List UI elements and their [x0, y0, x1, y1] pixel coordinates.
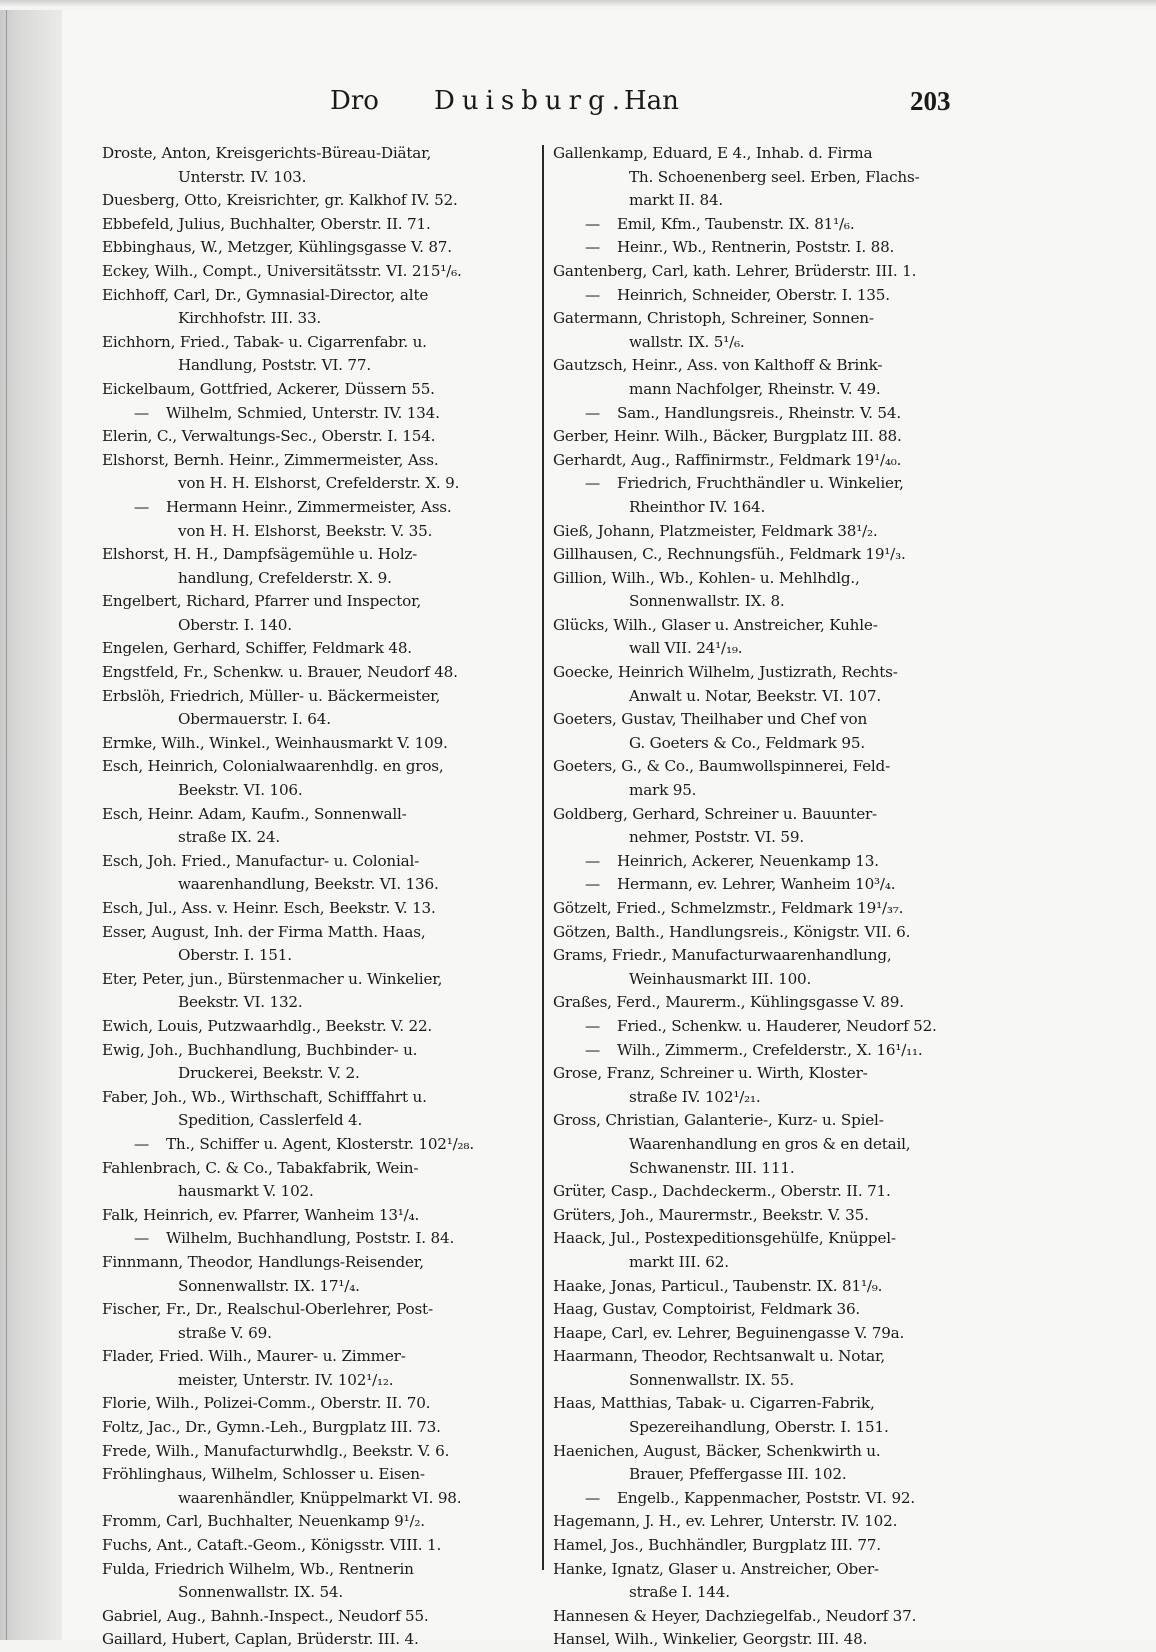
entry-line [553, 1015, 1005, 1039]
directory-entry [102, 921, 538, 968]
directory-sub-entry [553, 850, 1005, 874]
directory-entry [553, 1298, 1005, 1322]
entry-line [553, 472, 1005, 496]
directory-sub-entry [102, 496, 538, 543]
directory-entry [102, 1086, 538, 1133]
entry-line: Finnmann, Theodor, Handlungs-Reisender, [102, 1252, 424, 1271]
directory-entry [553, 1322, 1005, 1346]
entry-text: Hermann Heinr., Zimmermeister, Ass. [166, 497, 452, 516]
entry-line: Ermke, Wilh., Winkel., Weinhausmarkt V. 109. [102, 733, 448, 752]
entry-continuation-line: Sonnenwallstr. IX. 55. [629, 1370, 795, 1389]
entry-line: Eichhoff, Carl, Dr., Gymnasial-Director, alte [102, 285, 429, 304]
entry-continuation-line: Unterstr. IV. 103. [178, 167, 307, 186]
entry-line: Haack, Jul., Postexpeditionsgehülfe, Knüppel- [553, 1229, 896, 1248]
entry-line: Hagemann, J. H., ev. Lehrer, Unterstr. IV. 102. [553, 1512, 898, 1531]
directory-entry [553, 1605, 1005, 1629]
directory-sub-entry [102, 1133, 538, 1157]
directory-entry [102, 331, 538, 378]
directory-entry [102, 732, 538, 756]
directory-entry [553, 1180, 1005, 1204]
entry-line [102, 496, 538, 520]
entry-line: Graßes, Ferd., Maurerm., Kühlingsgasse V. 89. [553, 993, 904, 1012]
directory-entry [553, 142, 1005, 213]
entry-line: Foltz, Jac., Dr., Gymn.-Leh., Burgplatz III. 73. [102, 1418, 441, 1437]
entry-continuation-line: wallstr. IX. 5¹/₆. [629, 332, 745, 351]
entry-continuation-line: Oberstr. I. 140. [178, 615, 292, 634]
entry-continuation-line: Spedition, Casslerfeld 4. [178, 1111, 363, 1130]
directory-sub-entry [102, 1227, 538, 1251]
directory-entry [553, 1062, 1005, 1109]
directory-entry [553, 803, 1005, 850]
directory-entry [553, 1275, 1005, 1299]
entry-line: Ebbefeld, Julius, Buchhalter, Oberstr. II. 71. [102, 214, 431, 233]
entry-line: Duesberg, Otto, Kreisrichter, gr. Kalkhof IV. 52. [102, 191, 458, 210]
directory-entry [102, 755, 538, 802]
header-right-catchword: Han [624, 86, 679, 116]
entry-line: Haape, Carl, ev. Lehrer, Beguinengasse V. 79a. [553, 1323, 905, 1342]
directory-entry [553, 354, 1005, 401]
directory-entry [102, 142, 538, 189]
ditto-dash: — [585, 1016, 600, 1035]
entry-line: Haake, Jonas, Particul., Taubenstr. IX. 81¹/₉. [553, 1276, 883, 1295]
entry-continuation-line: Th. Schoenenberg seel. Erben, Flachs- [629, 167, 920, 186]
directory-entry [553, 1534, 1005, 1558]
entry-text: Friedrich, Fruchthändler u. Winkelier, [617, 474, 904, 493]
directory-entry [553, 921, 1005, 945]
entry-continuation-line: Obermauerstr. I. 64. [178, 710, 331, 729]
entry-continuation-line: G. Goeters & Co., Feldmark 95. [629, 733, 865, 752]
entry-line [102, 1227, 538, 1251]
directory-entry [553, 755, 1005, 802]
entry-line: Elerin, C., Verwaltungs-Sec., Oberstr. I. 154. [102, 427, 436, 446]
entry-continuation-line: hausmarkt V. 102. [178, 1182, 314, 1201]
entry-continuation-line: Handlung, Poststr. VI. 77. [178, 356, 371, 375]
running-header [62, 86, 1156, 126]
entry-continuation-line: markt III. 62. [629, 1252, 729, 1271]
entry-line: Falk, Heinrich, ev. Pfarrer, Wanheim 13¹/₄. [102, 1205, 420, 1224]
entry-text: Heinr., Wb., Rentnerin, Poststr. I. 88. [617, 238, 895, 257]
directory-entry [553, 944, 1005, 991]
directory-entry [102, 1534, 538, 1558]
directory-sub-entry [553, 236, 1005, 260]
entry-line: Goeters, Gustav, Theilhaber und Chef von [553, 710, 868, 729]
entry-line: Haenichen, August, Bäcker, Schenkwirth u. [553, 1441, 881, 1460]
directory-entry [553, 1345, 1005, 1392]
entry-line: Engstfeld, Fr., Schenkw. u. Brauer, Neudorf 48. [102, 663, 458, 682]
entry-continuation-line: von H. H. Elshorst, Beekstr. V. 35. [178, 521, 433, 540]
entry-line: Eter, Peter, jun., Bürstenmacher u. Winkelier, [102, 969, 443, 988]
entry-line: Esch, Joh. Fried., Manufactur- u. Colonial- [102, 851, 420, 870]
entry-text: Fried., Schenkw. u. Hauderer, Neudorf 52. [617, 1016, 937, 1035]
entry-continuation-line: meister, Unterstr. IV. 102¹/₁₂. [178, 1370, 394, 1389]
entry-line [553, 873, 1005, 897]
directory-sub-entry [553, 1015, 1005, 1039]
directory-entry [553, 1204, 1005, 1228]
directory-entry [102, 661, 538, 685]
directory-sub-entry [553, 1487, 1005, 1511]
entry-line: Götzen, Balth., Handlungsreis., Königstr. VII. 6. [553, 922, 911, 941]
directory-entry [553, 449, 1005, 473]
directory-entry [553, 1440, 1005, 1487]
entry-text: Wilh., Zimmerm., Crefelderstr., X. 16¹/₁₁. [617, 1040, 923, 1059]
header-title: Duisburg. [434, 86, 627, 116]
entry-line: Elshorst, H. H., Dampfsägemühle u. Holz- [102, 545, 418, 564]
directory-entry [102, 236, 538, 260]
entry-line: Goldberg, Gerhard, Schreiner u. Bauunter- [553, 804, 877, 823]
directory-entry [102, 378, 538, 402]
entry-line: Fröhlinghaus, Wilhelm, Schlosser u. Eisen- [102, 1465, 425, 1484]
ditto-dash: — [585, 851, 600, 870]
directory-sub-entry [553, 284, 1005, 308]
entry-line: Hannesen & Heyer, Dachziegelfab., Neudorf 37. [553, 1606, 917, 1625]
directory-sub-entry [553, 213, 1005, 237]
entry-line: Grose, Franz, Schreiner u. Wirth, Kloster- [553, 1064, 868, 1083]
entry-line [553, 236, 1005, 260]
directory-entry [553, 260, 1005, 284]
entry-line: Faber, Joh., Wb., Wirthschaft, Schifffahrt u. [102, 1087, 427, 1106]
directory-sub-entry [102, 402, 538, 426]
column-divider [542, 145, 544, 1570]
directory-entry [102, 1558, 538, 1605]
directory-entry [553, 1109, 1005, 1180]
directory-entry [102, 1298, 538, 1345]
entry-line [553, 850, 1005, 874]
left-column [102, 142, 538, 1652]
entry-line: Esch, Heinr. Adam, Kaufm., Sonnenwall- [102, 804, 407, 823]
ditto-dash: — [134, 497, 149, 516]
entry-line: Gatermann, Christoph, Schreiner, Sonnen- [553, 309, 874, 328]
directory-entry [102, 449, 538, 496]
entry-line: Fahlenbrach, C. & Co., Tabakfabrik, Wein- [102, 1158, 419, 1177]
entry-line: Eichhorn, Fried., Tabak- u. Cigarrenfabr. u. [102, 332, 427, 351]
spine-edge-line [6, 10, 7, 1640]
entry-continuation-line: handlung, Crefelderstr. X. 9. [178, 568, 392, 587]
directory-entry [102, 897, 538, 921]
entry-line: Droste, Anton, Kreisgerichts-Büreau-Diätar, [102, 144, 432, 162]
directory-entry [102, 1015, 538, 1039]
entry-line: Esch, Jul., Ass. v. Heinr. Esch, Beekstr. V. 13. [102, 899, 436, 917]
entry-line: Haas, Matthias, Tabak- u. Cigarren-Fabrik, [553, 1394, 875, 1413]
entry-line: Ewig, Joh., Buchhandlung, Buchbinder- u. [102, 1040, 418, 1059]
ditto-dash: — [585, 474, 600, 493]
entry-line: Fuchs, Ant., Cataft.-Geom., Königsstr. VIII. 1. [102, 1536, 442, 1555]
entry-line: Goeters, G., & Co., Baumwollspinnerei, Feld- [553, 757, 891, 776]
directory-entry [102, 1440, 538, 1464]
entry-line: Hamel, Jos., Buchhändler, Burgplatz III. 77. [553, 1536, 881, 1555]
entry-continuation-line: Sonnenwallstr. IX. 17¹/₄. [178, 1276, 360, 1295]
entry-line: Grüters, Joh., Maurermstr., Beekstr. V. 35. [553, 1205, 869, 1224]
entry-line: Erbslöh, Friedrich, Müller- u. Bäckermeister, [102, 686, 441, 705]
entry-line: Ebbinghaus, W., Metzger, Kühlingsgasse V. 87. [102, 238, 452, 257]
ditto-dash: — [134, 403, 149, 422]
ditto-dash: — [134, 1229, 149, 1248]
entry-line: Gaillard, Hubert, Caplan, Brüderstr. III. 4. [102, 1630, 419, 1649]
entry-line [102, 1133, 538, 1157]
ditto-dash: — [585, 238, 600, 257]
directory-entry [102, 968, 538, 1015]
directory-entry [102, 189, 538, 213]
directory-entry [102, 590, 538, 637]
ditto-dash: — [585, 875, 600, 894]
entry-line: Gantenberg, Carl, kath. Lehrer, Brüderstr. III. 1. [553, 261, 917, 280]
entry-line: Gieß, Johann, Platzmeister, Feldmark 38¹/₂. [553, 521, 878, 540]
entry-continuation-line: Schwanenstr. III. 111. [629, 1158, 795, 1177]
directory-entry [553, 1392, 1005, 1439]
entry-line: Eckey, Wilh., Compt., Universitätsstr. VI. 215¹/₆. [102, 261, 462, 280]
directory-entry [553, 1227, 1005, 1274]
directory-entry [102, 1157, 538, 1204]
entry-line: Grüter, Casp., Dachdeckerm., Oberstr. II. 71. [553, 1182, 891, 1201]
entry-line: Fromm, Carl, Buchhalter, Neuenkamp 9¹/₂. [102, 1512, 425, 1531]
entry-continuation-line: mark 95. [629, 781, 697, 800]
entry-text: Engelb., Kappenmacher, Poststr. VI. 92. [617, 1488, 915, 1507]
entry-line: Eickelbaum, Gottfried, Ackerer, Düssern 55. [102, 379, 435, 398]
entry-text: Emil, Kfm., Taubenstr. IX. 81¹/₆. [617, 214, 855, 233]
entry-continuation-line: waarenhandlung, Beekstr. VI. 136. [178, 875, 439, 894]
book-spine-shadow [0, 10, 62, 1640]
entry-text: Heinrich, Ackerer, Neuenkamp 13. [617, 851, 879, 870]
directory-entry [553, 708, 1005, 755]
entry-text: Wilhelm, Schmied, Unterstr. IV. 134. [166, 403, 440, 422]
entry-continuation-line: Beekstr. VI. 106. [178, 781, 303, 800]
entry-line [553, 1039, 1005, 1063]
directory-entry [102, 284, 538, 331]
ditto-dash: — [585, 1040, 600, 1059]
directory-entry [553, 543, 1005, 567]
directory-entry [102, 260, 538, 284]
directory-sub-entry [553, 472, 1005, 519]
entry-line: Elshorst, Bernh. Heinr., Zimmermeister, Ass. [102, 450, 439, 469]
entry-continuation-line: Spezereihandlung, Oberstr. I. 151. [629, 1418, 889, 1437]
directory-sub-entry [553, 402, 1005, 426]
entry-continuation-line: straße I. 144. [629, 1583, 730, 1602]
entry-line: Engelen, Gerhard, Schiffer, Feldmark 48. [102, 639, 412, 658]
directory-entry [553, 1510, 1005, 1534]
directory-entry [553, 425, 1005, 449]
directory-entry [102, 850, 538, 897]
entry-line [553, 1487, 1005, 1511]
entry-line: Engelbert, Richard, Pfarrer und Inspector, [102, 592, 422, 611]
page-number: 203 [910, 86, 951, 116]
page-top-edge [0, 0, 1156, 6]
entry-continuation-line: markt II. 84. [629, 191, 724, 210]
entry-text: Wilhelm, Buchhandlung, Poststr. I. 84. [166, 1229, 455, 1248]
entry-continuation-line: Sonnenwallstr. IX. 54. [178, 1583, 344, 1602]
entry-line: Gillhausen, C., Rechnungsfüh., Feldmark 19¹/₃. [553, 545, 906, 564]
entry-line: Esch, Heinrich, Colonialwaarenhdlg. en gros, [102, 757, 444, 776]
entry-line: Gallenkamp, Eduard, E 4., Inhab. d. Firma [553, 144, 873, 162]
directory-entry [102, 1204, 538, 1228]
directory-entry [102, 1463, 538, 1510]
directory-entry [553, 614, 1005, 661]
entry-line: Gerhardt, Aug., Raffinirmstr., Feldmark 19¹/₄₀. [553, 450, 902, 469]
ditto-dash: — [585, 403, 600, 422]
directory-entry [102, 213, 538, 237]
entry-line: Haarmann, Theodor, Rechtsanwalt u. Notar, [553, 1347, 885, 1366]
directory-entry [102, 1605, 538, 1629]
ditto-dash: — [585, 1488, 600, 1507]
entry-line: Flader, Fried. Wilh., Maurer- u. Zimmer- [102, 1347, 406, 1366]
entry-continuation-line: Kirchhofstr. III. 33. [178, 309, 322, 328]
entry-line: Glücks, Wilh., Glaser u. Anstreicher, Kuhle- [553, 615, 878, 634]
entry-line [553, 402, 1005, 426]
entry-continuation-line: Rheinthor IV. 164. [629, 497, 766, 516]
directory-entry [553, 1558, 1005, 1605]
entry-continuation-line: Oberstr. I. 151. [178, 946, 292, 965]
entry-line: Grams, Friedr., Manufacturwaarenhandlung, [553, 946, 892, 965]
entry-continuation-line: waarenhändler, Knüppelmarkt VI. 98. [178, 1488, 462, 1507]
entry-continuation-line: Anwalt u. Notar, Beekstr. VI. 107. [629, 686, 881, 705]
entry-continuation-line: straße IV. 102¹/₂₁. [629, 1087, 761, 1106]
directory-entry [102, 1628, 538, 1652]
entry-continuation-line: Druckerei, Beekstr. V. 2. [178, 1064, 360, 1083]
entry-line: Ewich, Louis, Putzwaarhdlg., Beekstr. V. 22. [102, 1016, 433, 1035]
entry-continuation-line: Sonnenwallstr. IX. 8. [629, 592, 785, 611]
directory-entry [102, 685, 538, 732]
directory-entry [102, 1345, 538, 1392]
directory-entry [102, 1510, 538, 1534]
entry-line: Frede, Wilh., Manufacturwhdlg., Beekstr. V. 6. [102, 1441, 450, 1460]
directory-entry [553, 520, 1005, 544]
entry-continuation-line: wall VII. 24¹/₁₉. [629, 639, 743, 658]
ditto-dash: — [134, 1134, 149, 1153]
ditto-dash: — [585, 285, 600, 304]
directory-sub-entry [553, 873, 1005, 897]
entry-line: Gillion, Wilh., Wb., Kohlen- u. Mehlhdlg., [553, 568, 860, 587]
entry-line: Fulda, Friedrich Wilhelm, Wb., Rentnerin [102, 1559, 414, 1578]
entry-text: Heinrich, Schneider, Oberstr. I. 135. [617, 285, 890, 304]
directory-entry [102, 1039, 538, 1086]
directory-entry [102, 637, 538, 661]
directory-sub-entry [553, 1039, 1005, 1063]
entry-line [553, 213, 1005, 237]
entry-continuation-line: Weinhausmarkt III. 100. [629, 969, 812, 988]
directory-entry [102, 1392, 538, 1416]
entry-line: Gabriel, Aug., Bahnh.-Inspect., Neudorf 55. [102, 1606, 429, 1625]
entry-continuation-line: von H. H. Elshorst, Crefelderstr. X. 9. [178, 474, 460, 493]
entry-line: Gautzsch, Heinr., Ass. von Kalthoff & Brink- [553, 356, 883, 375]
entry-text: Sam., Handlungsreis., Rheinstr. V. 54. [617, 403, 901, 422]
entry-line: Fischer, Fr., Dr., Realschul-Oberlehrer, Post- [102, 1300, 433, 1319]
entry-line: Haag, Gustav, Comptoirist, Feldmark 36. [553, 1300, 861, 1319]
entry-line [553, 284, 1005, 308]
directory-entry [102, 425, 538, 449]
directory-entry [102, 1251, 538, 1298]
entry-continuation-line: straße V. 69. [178, 1323, 272, 1342]
header-left-catchword: Dro [330, 86, 379, 116]
directory-entry [553, 307, 1005, 354]
entry-line: Florie, Wilh., Polizei-Comm., Oberstr. II. 70. [102, 1394, 431, 1413]
entry-continuation-line: Brauer, Pfeffergasse III. 102. [629, 1465, 847, 1484]
directory-entry [102, 803, 538, 850]
entry-line [102, 402, 538, 426]
entry-continuation-line: nehmer, Poststr. VI. 59. [629, 828, 804, 847]
ditto-dash: — [585, 214, 600, 233]
entry-line: Goecke, Heinrich Wilhelm, Justizrath, Rechts- [553, 663, 898, 682]
entry-text: Th., Schiffer u. Agent, Klosterstr. 102¹/₂₈. [166, 1134, 474, 1153]
directory-entry [553, 897, 1005, 921]
directory-entry [102, 543, 538, 590]
right-column [553, 142, 1005, 1652]
entry-line: Hanke, Ignatz, Glaser u. Anstreicher, Ober- [553, 1559, 879, 1578]
entry-continuation-line: mann Nachfolger, Rheinstr. V. 49. [629, 379, 881, 398]
entry-line: Esser, August, Inh. der Firma Matth. Haas, [102, 922, 426, 941]
directory-entry [553, 991, 1005, 1015]
directory-entry [553, 567, 1005, 614]
entry-line: Götzelt, Fried., Schmelzmstr., Feldmark 19¹/₃₇. [553, 899, 904, 917]
entry-line: Hansel, Wilh., Winkelier, Georgstr. III. 48. [553, 1630, 868, 1649]
entry-text: Hermann, ev. Lehrer, Wanheim 10³/₄. [617, 875, 896, 894]
entry-continuation-line: Waarenhandlung en gros & en detail, [629, 1134, 911, 1153]
entry-line: Gross, Christian, Galanterie-, Kurz- u. Spiel- [553, 1111, 884, 1130]
entry-line: Gerber, Heinr. Wilh., Bäcker, Burgplatz III. 88. [553, 427, 902, 446]
directory-entry [553, 661, 1005, 708]
directory-entry [102, 1416, 538, 1440]
directory-entry [553, 1628, 1005, 1652]
directory-page [62, 10, 1156, 1649]
entry-continuation-line: Beekstr. VI. 132. [178, 993, 303, 1012]
entry-continuation-line: straße IX. 24. [178, 828, 280, 847]
